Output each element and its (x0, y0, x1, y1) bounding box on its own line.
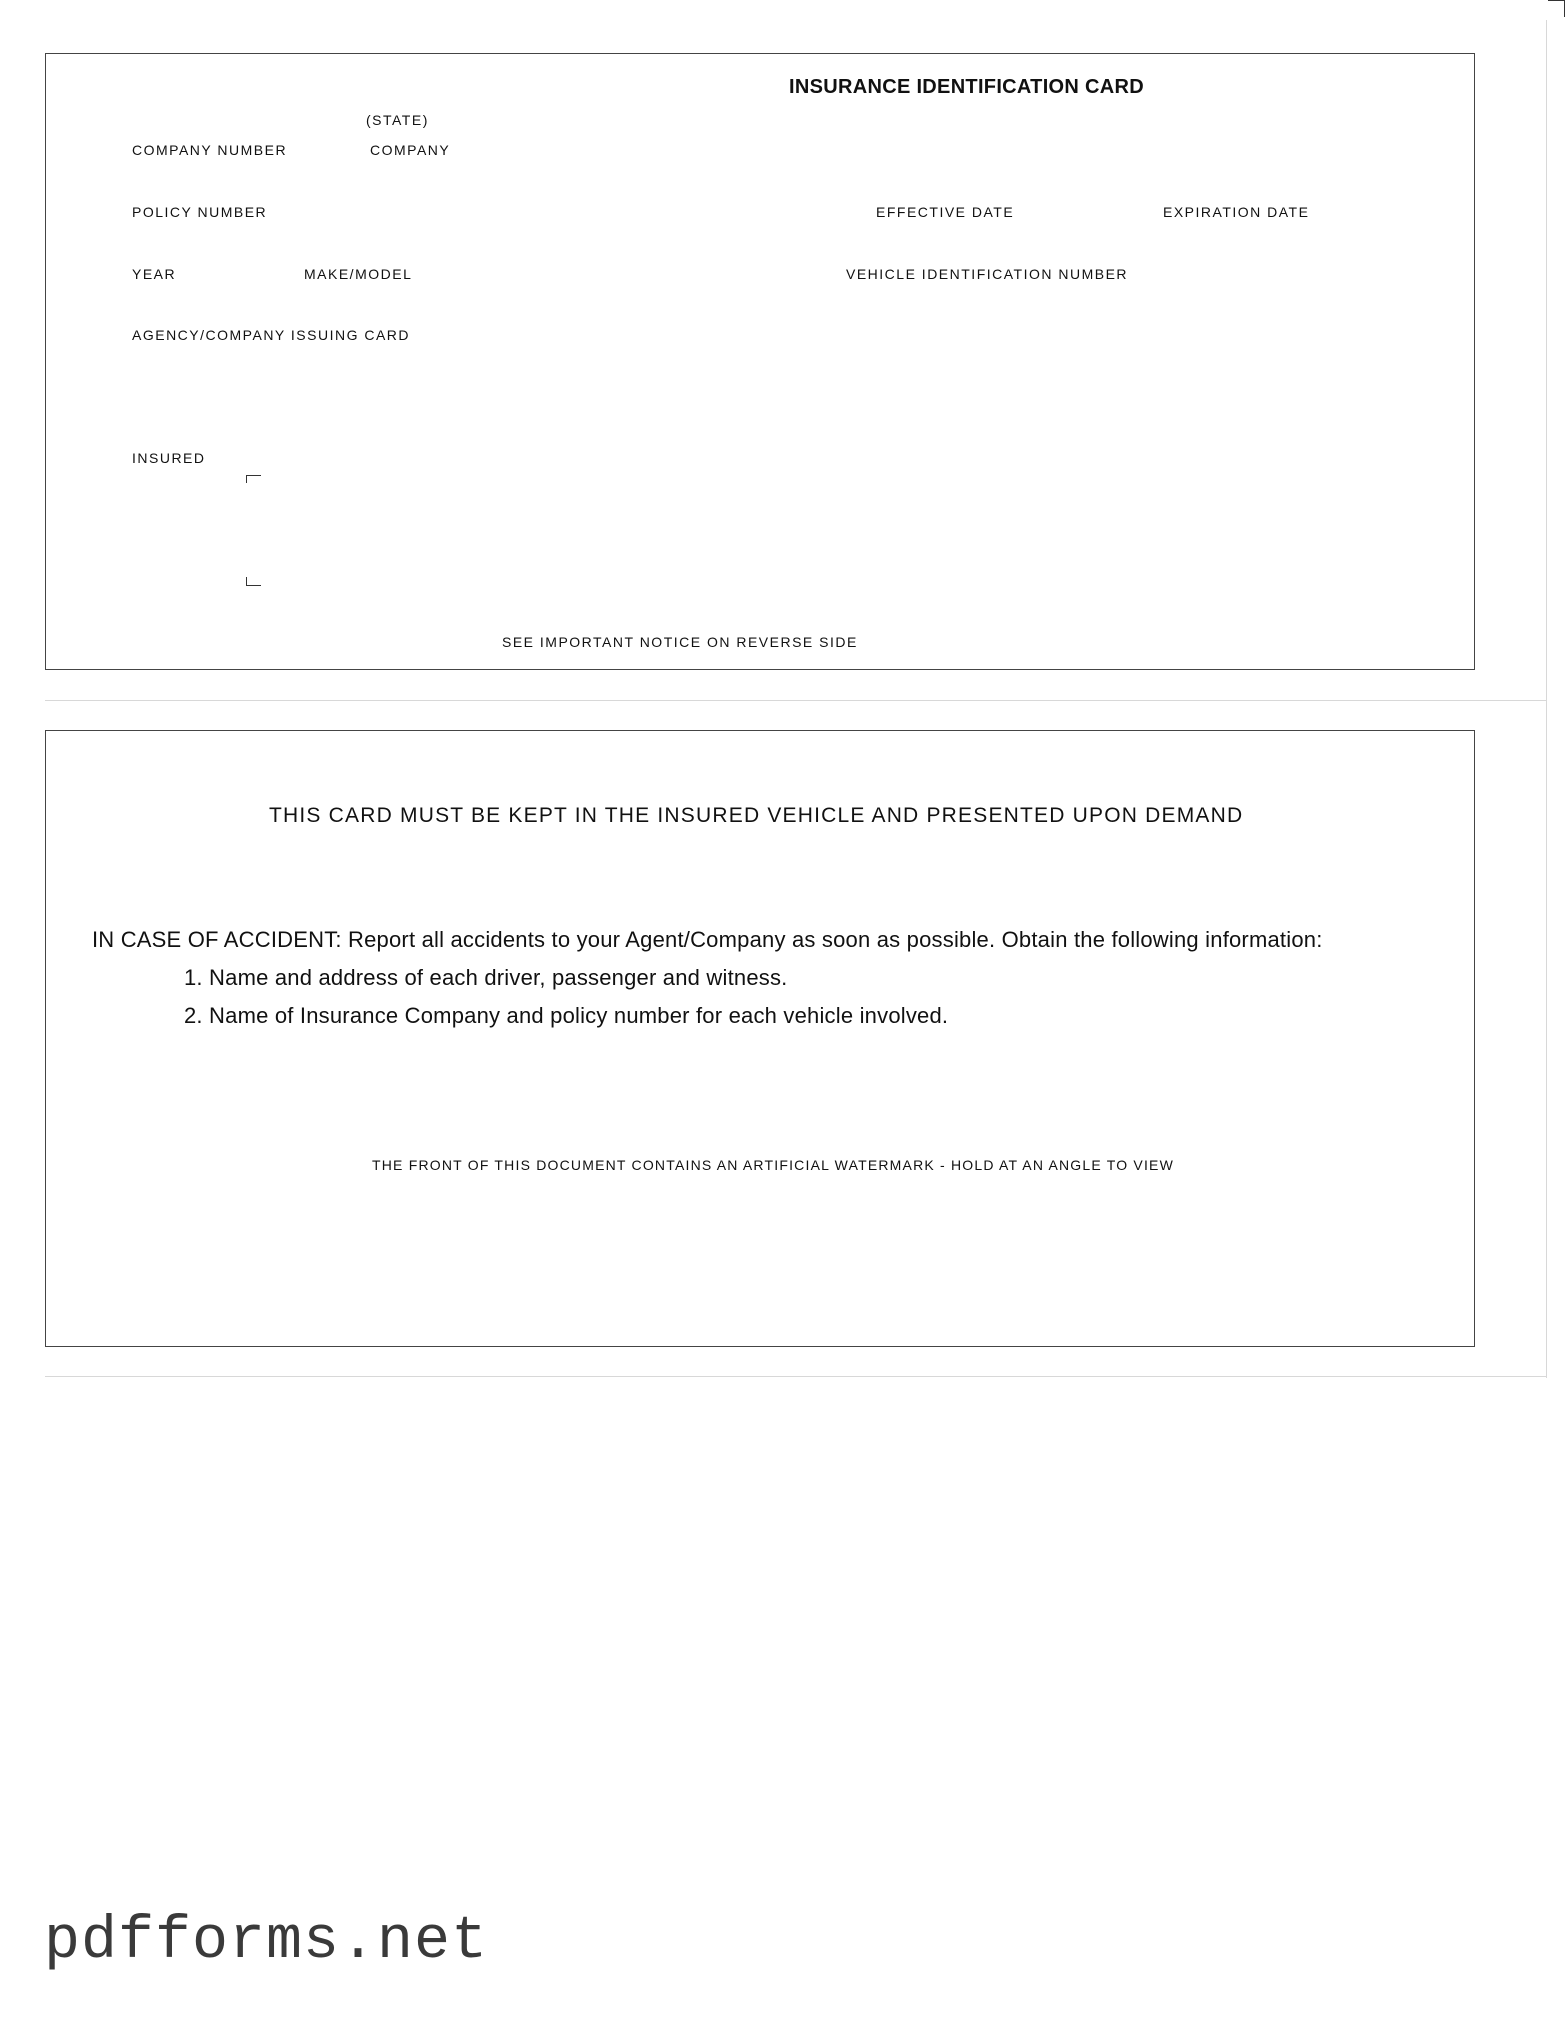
reverse-notice: SEE IMPORTANT NOTICE ON REVERSE SIDE (502, 634, 858, 650)
list-item: 1. Name and address of each driver, passenger and witness. (184, 965, 788, 990)
state-label: (STATE) (366, 112, 429, 128)
brand-logo-text: pdfforms.net (44, 1908, 489, 1976)
company-label: COMPANY (370, 142, 451, 158)
insurance-card-front (45, 53, 1475, 670)
effective-date-label: EFFECTIVE DATE (876, 204, 1015, 220)
expiration-date-label: EXPIRATION DATE (1163, 204, 1310, 220)
keep-in-vehicle-notice: THIS CARD MUST BE KEPT IN THE INSURED VEHICLE AND PRESENTED UPON DEMAND (269, 804, 1244, 827)
address-window-bottom-bracket (246, 577, 261, 586)
vin-label: VEHICLE IDENTIFICATION NUMBER (846, 266, 1129, 282)
list-item: 2. Name of Insurance Company and policy number for each vehicle involved. (184, 1003, 949, 1028)
insured-label: INSURED (132, 450, 206, 466)
address-window-top-bracket (246, 475, 261, 483)
accident-instructions: IN CASE OF ACCIDENT: Report all accidents to your Agent/Company as soon as possible. Obtain the following information: (92, 927, 1323, 952)
year-label: YEAR (132, 266, 177, 282)
crop-mark (1548, 0, 1565, 17)
insurance-card-back (45, 730, 1475, 1347)
policy-number-label: POLICY NUMBER (132, 204, 268, 220)
card-divider-rule (45, 700, 1547, 701)
sheet-edge (1546, 20, 1547, 1378)
card-divider-rule (45, 1376, 1547, 1377)
watermark-notice: THE FRONT OF THIS DOCUMENT CONTAINS AN ARTIFICIAL WATERMARK - HOLD AT AN ANGLE TO VIEW (372, 1157, 1175, 1173)
company-number-label: COMPANY NUMBER (132, 142, 288, 158)
agency-label: AGENCY/COMPANY ISSUING CARD (132, 327, 411, 343)
card-title: INSURANCE IDENTIFICATION CARD (789, 76, 1144, 98)
make-model-label: MAKE/MODEL (304, 266, 413, 282)
